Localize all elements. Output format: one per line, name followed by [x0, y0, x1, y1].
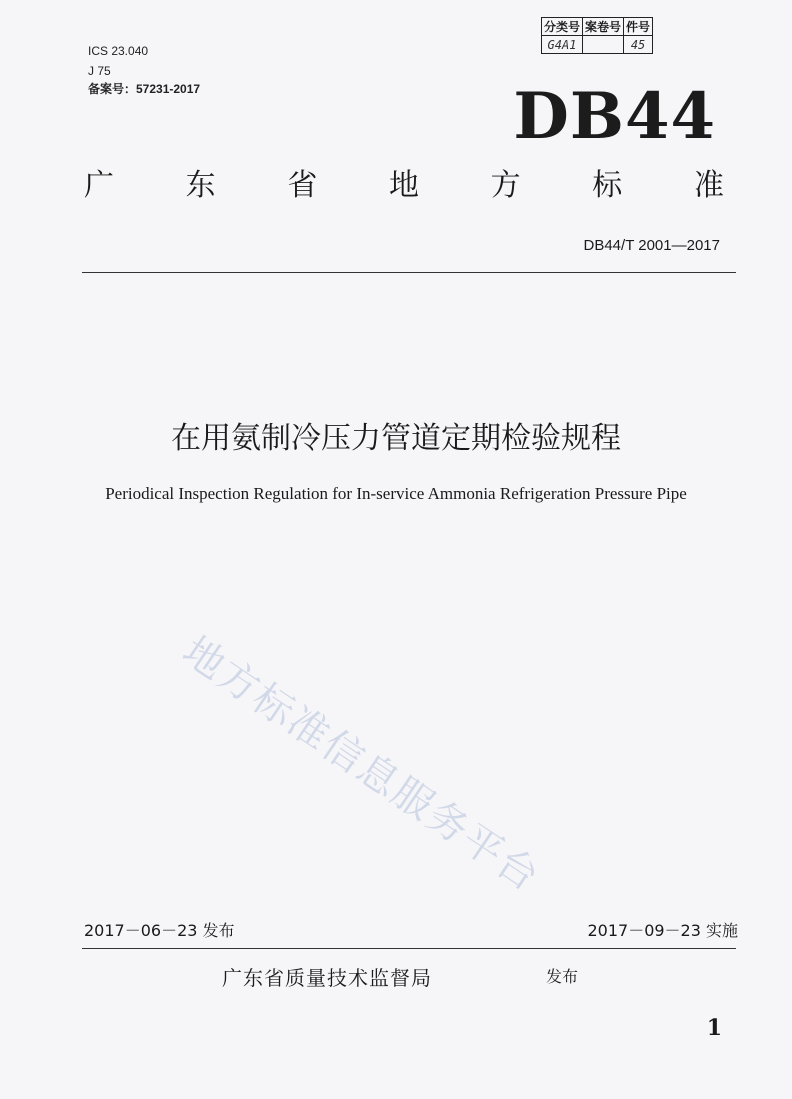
page-number: 1 [706, 1015, 722, 1041]
file-number-value [583, 36, 624, 54]
file-number-header: 案卷号 [583, 18, 624, 36]
standard-type-char: 准 [693, 168, 724, 203]
standard-type [84, 166, 724, 206]
ics-code: ICS 23.040 [88, 44, 149, 58]
standard-type-char: 省 [287, 168, 318, 203]
classification-header: 分类号 [542, 18, 583, 36]
issue-date: 2017－06－23 发布 [84, 921, 235, 940]
item-number-value: 45 [624, 36, 653, 54]
implementation-date: 2017－09－23 实施 [587, 921, 738, 940]
standard-type-char: 标 [592, 168, 623, 203]
watermark: 地方标准信息服务平台 [174, 628, 549, 901]
top-divider [82, 272, 736, 273]
title-english: Periodical Inspection Regulation for In-service Ammonia Refrigeration Pressure Pipe [105, 484, 687, 503]
standard-type-char: 方 [490, 168, 521, 203]
publish-label: 发布 [546, 967, 579, 986]
issuer: 广东省质量技术监督局 [222, 966, 432, 990]
standard-type-char: 地 [388, 168, 419, 203]
classification-table [541, 17, 653, 54]
filing-number: 备案号：57231-2017 [88, 82, 201, 96]
standard-type-char: 广 [84, 168, 114, 203]
standard-number: DB44/T 2001—2017 [583, 237, 720, 254]
title-chinese: 在用氨制冷压力管道定期检验规程 [171, 421, 621, 456]
standard-type-char: 东 [185, 168, 216, 203]
item-number-header: 件号 [624, 18, 653, 36]
classification-value: G4A1 [542, 36, 583, 54]
standard-code: DB44 [513, 79, 716, 154]
bottom-divider [82, 948, 736, 949]
ccs-code: J 75 [88, 64, 111, 78]
